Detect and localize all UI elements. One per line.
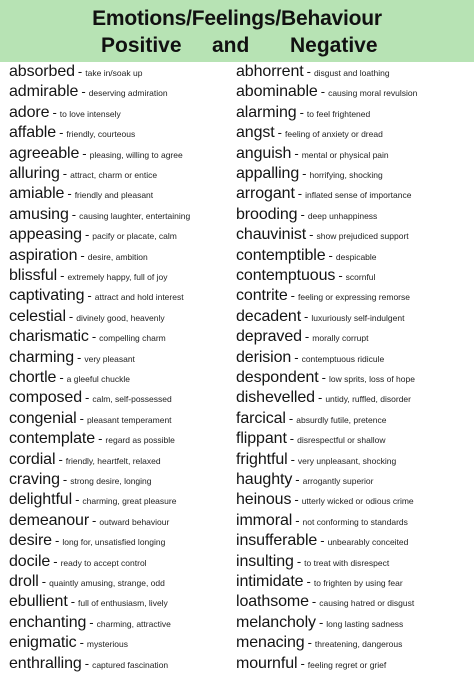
positive-word: aspiration xyxy=(9,246,78,264)
negative-word: frightful xyxy=(236,450,288,468)
positive-word: enchanting xyxy=(9,613,87,631)
positive-entry xyxy=(9,511,169,531)
dash-separator: - xyxy=(294,349,299,365)
positive-word: charismatic xyxy=(9,328,89,346)
positive-word: droll xyxy=(9,573,39,590)
negative-definition: deep unhappiness xyxy=(307,210,378,221)
negative-entry xyxy=(236,225,409,245)
dash-separator: - xyxy=(306,64,311,79)
positive-word: chortle xyxy=(9,369,57,386)
negative-definition: very unpleasant, shocking xyxy=(297,455,397,466)
dash-separator: - xyxy=(53,553,58,569)
dash-separator: - xyxy=(295,512,300,528)
positive-entry xyxy=(9,266,167,286)
positive-definition: strong desire, longing xyxy=(70,476,152,486)
dash-separator: - xyxy=(62,166,68,181)
negative-definition: to frighten by using fear xyxy=(313,578,403,588)
dash-separator: - xyxy=(300,655,305,671)
dash-separator: - xyxy=(328,247,333,263)
dash-separator: - xyxy=(91,329,97,345)
negative-entry xyxy=(236,388,411,408)
dash-separator: - xyxy=(77,349,82,365)
dash-separator: - xyxy=(67,186,72,202)
dash-separator: - xyxy=(77,64,83,79)
positive-entry xyxy=(9,62,142,82)
negative-word: dishevelled xyxy=(236,389,315,407)
negative-word: depraved xyxy=(236,328,302,346)
negative-word: contrite xyxy=(236,287,288,305)
dash-separator: - xyxy=(277,125,282,141)
positive-definition: quaintly amusing, strange, odd xyxy=(49,578,165,588)
positive-entry xyxy=(9,470,152,490)
positive-definition: desire, ambition xyxy=(87,251,148,262)
negative-word: chauvinist xyxy=(236,226,307,244)
dash-separator: - xyxy=(52,104,57,120)
negative-word: abominable xyxy=(236,83,318,101)
positive-entry xyxy=(9,552,147,572)
positive-word: congenial xyxy=(9,409,77,427)
negative-definition: horrifying, shocking xyxy=(309,170,383,180)
positive-definition: charming, great pleasure xyxy=(82,496,177,507)
positive-entry xyxy=(9,409,172,429)
positive-word: ebullient xyxy=(9,593,68,611)
dash-separator: - xyxy=(75,492,80,508)
negative-definition: feeling regret or grief xyxy=(307,659,387,670)
negative-entry xyxy=(236,307,404,327)
negative-entry xyxy=(236,123,383,143)
positive-word: composed xyxy=(9,389,83,407)
negative-entry xyxy=(236,348,384,368)
dash-separator: - xyxy=(321,370,326,385)
negative-word: abhorrent xyxy=(236,63,304,80)
negative-entry xyxy=(236,429,386,449)
negative-word: brooding xyxy=(236,205,298,223)
dash-separator: - xyxy=(338,268,343,283)
positive-entry xyxy=(9,225,177,245)
dash-separator: - xyxy=(81,84,86,100)
negative-definition: feeling of anxiety or dread xyxy=(285,129,383,140)
dash-separator: - xyxy=(304,329,310,345)
positive-word: demeanour xyxy=(9,511,90,529)
positive-word: appeasing xyxy=(9,226,82,244)
dash-separator: - xyxy=(70,594,76,610)
negative-word: angst xyxy=(236,124,275,142)
negative-definition: causing moral revulsion xyxy=(328,88,418,99)
negative-word: farcical xyxy=(236,409,286,427)
negative-entry xyxy=(236,633,402,653)
positive-definition: to love intensely xyxy=(59,108,121,119)
positive-definition: regard as possible xyxy=(105,435,175,446)
positive-word: charming xyxy=(9,348,75,366)
positive-word: enthralling xyxy=(9,654,82,672)
and-heading: and xyxy=(212,34,250,57)
dash-separator: - xyxy=(79,410,84,426)
positive-word: agreeable xyxy=(9,144,80,162)
dash-separator: - xyxy=(309,227,314,243)
dash-separator: - xyxy=(89,614,94,630)
dash-separator: - xyxy=(84,655,90,671)
negative-definition: arrogantly superior xyxy=(302,476,374,486)
positive-definition: pacify or placate, calm xyxy=(92,231,177,242)
positive-entry xyxy=(9,572,165,592)
negative-definition: feeling or expressing remorse xyxy=(298,292,410,303)
negative-definition: causing hatred or disgust xyxy=(319,598,415,609)
dash-separator: - xyxy=(289,431,295,447)
negative-definition: untidy, ruffled, disorder xyxy=(325,394,411,405)
negative-entry xyxy=(236,450,396,470)
dash-separator: - xyxy=(41,574,47,589)
dash-separator: - xyxy=(59,125,64,141)
dash-separator: - xyxy=(307,635,312,651)
negative-entry xyxy=(236,409,386,429)
dash-separator: - xyxy=(318,614,324,630)
positive-definition: compelling charm xyxy=(99,333,166,344)
dash-separator: - xyxy=(62,472,68,487)
negative-entry xyxy=(236,572,403,592)
positive-entry xyxy=(9,490,176,510)
positive-entry xyxy=(9,613,171,633)
negative-word: derision xyxy=(236,348,292,366)
dash-separator: - xyxy=(87,288,92,304)
dash-separator: - xyxy=(290,451,295,467)
negative-word: flippant xyxy=(236,430,287,448)
negative-definition: luxuriously self-indulgent xyxy=(311,312,405,323)
positive-definition: friendly, courteous xyxy=(66,129,136,140)
negative-definition: disrespectful or shallow xyxy=(297,435,386,446)
negative-word: contemptuous xyxy=(236,267,336,284)
positive-definition: friendly, heartfelt, relaxed xyxy=(65,455,161,466)
dash-separator: - xyxy=(68,308,74,324)
dash-separator: - xyxy=(290,288,296,304)
negative-word: haughty xyxy=(236,471,293,488)
negative-entry xyxy=(236,552,389,572)
positive-definition: friendly and pleasant xyxy=(74,190,154,201)
negative-word: arrogant xyxy=(236,185,295,203)
dash-separator: - xyxy=(54,533,60,549)
positive-entry xyxy=(9,286,184,306)
negative-entry xyxy=(236,592,414,612)
positive-entry xyxy=(9,592,168,612)
positive-word: enigmatic xyxy=(9,634,77,652)
positive-word: adore xyxy=(9,103,50,121)
dash-separator: - xyxy=(302,166,307,181)
positive-definition: mysterious xyxy=(86,639,129,650)
dash-separator: - xyxy=(84,227,90,243)
negative-entry xyxy=(236,205,377,225)
dash-separator: - xyxy=(320,84,326,100)
negative-entry xyxy=(236,144,389,164)
positive-word: delightful xyxy=(9,491,73,509)
positive-definition: deserving admiration xyxy=(88,88,168,99)
negative-word: insufferable xyxy=(236,532,318,550)
negative-entry xyxy=(236,368,415,388)
positive-entry xyxy=(9,103,121,123)
positive-entry xyxy=(9,654,168,674)
negative-entry xyxy=(236,531,408,551)
positive-definition: very pleasant xyxy=(84,353,135,364)
negative-entry xyxy=(236,654,386,674)
dash-separator: - xyxy=(306,574,311,589)
positive-word: amiable xyxy=(9,185,65,203)
negative-entry xyxy=(236,286,410,306)
positive-definition: calm, self-possessed xyxy=(92,394,172,405)
negative-entry xyxy=(236,613,403,633)
negative-definition: unbearably conceited xyxy=(327,537,409,548)
positive-definition: captured fascination xyxy=(92,659,169,670)
dash-separator: - xyxy=(304,308,309,324)
negative-word: contemptible xyxy=(236,246,326,264)
positive-word: amusing xyxy=(9,205,69,223)
negative-word: despondent xyxy=(236,369,319,386)
negative-definition: scornful xyxy=(345,272,376,282)
dash-separator: - xyxy=(297,186,303,202)
dash-separator: - xyxy=(288,410,294,426)
dash-separator: - xyxy=(320,533,325,549)
negative-entry xyxy=(236,103,370,123)
positive-entry xyxy=(9,429,175,449)
positive-entry xyxy=(9,368,130,388)
dash-separator: - xyxy=(85,390,90,406)
positive-entry xyxy=(9,633,128,653)
positive-word: contemplate xyxy=(9,430,96,448)
negative-definition: morally corrupt xyxy=(312,333,369,344)
positive-entry xyxy=(9,327,166,347)
dash-separator: - xyxy=(80,247,85,263)
positive-definition: pleasant temperament xyxy=(86,414,172,425)
dash-separator: - xyxy=(98,431,103,447)
positive-word: captivating xyxy=(9,287,85,305)
negative-word: mournful xyxy=(236,654,298,672)
positive-entry xyxy=(9,82,168,102)
negative-definition: despicable xyxy=(335,251,377,262)
negative-definition: low sprits, loss of hope xyxy=(328,374,415,384)
dash-separator: - xyxy=(79,635,84,651)
positive-word: admirable xyxy=(9,83,79,101)
positive-definition: causing laughter, entertaining xyxy=(79,210,191,221)
positive-definition: full of enthusiasm, lively xyxy=(78,598,168,609)
negative-word: immoral xyxy=(236,511,293,529)
negative-word: appalling xyxy=(236,165,300,182)
negative-definition: contemptuous ridicule xyxy=(301,353,385,364)
dash-separator: - xyxy=(317,390,323,406)
negative-definition: inflated sense of importance xyxy=(305,190,412,201)
positive-definition: ready to accept control xyxy=(60,557,147,568)
negative-definition: utterly wicked or odious crime xyxy=(301,496,414,507)
positive-entry xyxy=(9,388,172,408)
negative-entry xyxy=(236,266,375,286)
positive-entry xyxy=(9,348,135,368)
dash-separator: - xyxy=(295,472,300,487)
dash-separator: - xyxy=(294,145,299,161)
negative-entry xyxy=(236,164,383,184)
dash-separator: - xyxy=(59,370,64,385)
negative-entry xyxy=(236,490,414,510)
positive-entry xyxy=(9,123,135,143)
negative-entry xyxy=(236,184,411,204)
positive-word: docile xyxy=(9,552,51,570)
negative-definition: not conforming to standards xyxy=(302,516,408,527)
positive-word: craving xyxy=(9,471,60,488)
negative-entry xyxy=(236,82,417,102)
negative-definition: mental or physical pain xyxy=(301,149,389,160)
negative-word: insulting xyxy=(236,552,294,570)
negative-word: melancholy xyxy=(236,613,316,631)
positive-definition: extremely happy, full of joy xyxy=(67,272,168,282)
negative-entry xyxy=(236,62,390,82)
dash-separator: - xyxy=(60,268,65,283)
positive-definition: long for, unsatisfied longing xyxy=(62,537,166,548)
positive-heading: Positive xyxy=(101,34,182,57)
negative-entry xyxy=(236,246,377,266)
negative-definition: long lasting sadness xyxy=(326,618,404,629)
dash-separator: - xyxy=(296,553,302,569)
positive-word: blissful xyxy=(9,267,58,284)
negative-definition: disgust and loathing xyxy=(313,68,390,78)
title-banner xyxy=(0,0,474,62)
negative-entry xyxy=(236,470,373,490)
positive-definition: divinely good, heavenly xyxy=(76,312,165,323)
page-title: Emotions/Feelings/Behaviour xyxy=(92,7,382,30)
negative-entry xyxy=(236,327,368,347)
positive-entry xyxy=(9,531,165,551)
negative-word: intimidate xyxy=(236,573,304,590)
dash-separator: - xyxy=(58,451,63,467)
negative-word: loathsome xyxy=(236,593,309,611)
negative-definition: to feel frightened xyxy=(306,108,371,119)
positive-definition: pleasing, willing to agree xyxy=(89,149,183,160)
page-subtitle xyxy=(0,34,474,60)
dash-separator: - xyxy=(299,104,304,120)
negative-word: heinous xyxy=(236,491,292,509)
positive-entry xyxy=(9,307,165,327)
negative-definition: show prejudiced support xyxy=(316,231,409,242)
negative-word: menacing xyxy=(236,634,305,652)
negative-word: anguish xyxy=(236,144,292,162)
negative-heading: Negative xyxy=(290,34,378,57)
positive-word: alluring xyxy=(9,165,60,182)
positive-definition: take in/soak up xyxy=(85,68,143,78)
positive-word: absorbed xyxy=(9,63,75,80)
negative-word: alarming xyxy=(236,103,297,121)
positive-word: celestial xyxy=(9,307,66,325)
positive-word: cordial xyxy=(9,450,56,468)
positive-entry xyxy=(9,164,157,184)
positive-entry xyxy=(9,144,183,164)
positive-definition: charming, attractive xyxy=(96,618,171,629)
positive-definition: outward behaviour xyxy=(99,516,170,527)
positive-entry xyxy=(9,450,161,470)
negative-definition: to treat with disrespect xyxy=(304,557,390,568)
positive-word: desire xyxy=(9,532,52,550)
dash-separator: - xyxy=(82,145,87,161)
positive-definition: attract, charm or entice xyxy=(70,170,158,180)
positive-entry xyxy=(9,246,148,266)
dash-separator: - xyxy=(71,206,77,222)
positive-definition: attract and hold interest xyxy=(94,292,184,303)
negative-definition: threatening, dangerous xyxy=(314,639,403,650)
negative-word: decadent xyxy=(236,307,302,325)
dash-separator: - xyxy=(294,492,299,508)
negative-definition: absurdly futile, pretence xyxy=(296,414,387,425)
positive-entry xyxy=(9,184,153,204)
positive-entry xyxy=(9,205,190,225)
positive-definition: a gleeful chuckle xyxy=(66,374,130,384)
dash-separator: - xyxy=(311,594,317,610)
negative-entry xyxy=(236,511,408,531)
positive-word: affable xyxy=(9,124,57,142)
dash-separator: - xyxy=(92,512,97,528)
dash-separator: - xyxy=(300,206,305,222)
